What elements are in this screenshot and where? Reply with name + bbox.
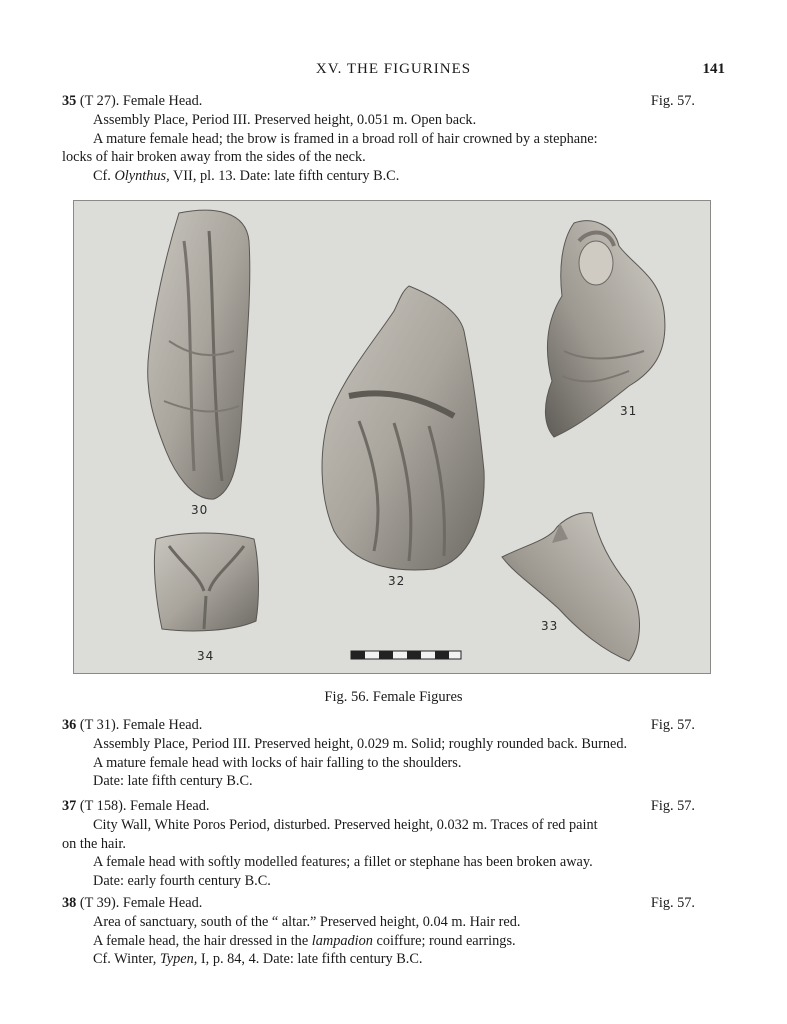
inventory-number: (T 31).	[79, 717, 120, 733]
photo-plate	[73, 200, 711, 674]
figurine-31	[545, 221, 665, 437]
figurine-32	[322, 286, 484, 570]
entry-number: 38	[62, 895, 77, 911]
citation-prefix: Cf. Winter,	[93, 951, 160, 967]
entry-date	[62, 872, 726, 891]
inventory-number: (T 27).	[79, 93, 120, 109]
figure-reference: Fig. 57.	[650, 717, 695, 733]
entry-number: 35	[62, 93, 77, 109]
figurine-photograph	[74, 201, 710, 673]
entry-line: A mature female head with locks of hair falling to the shoulders.	[93, 754, 462, 771]
citation-title: Olynthus,	[114, 167, 170, 184]
entry-heading	[62, 894, 726, 913]
entry-title: Female Head.	[130, 798, 210, 814]
entry-number: 36	[62, 717, 77, 733]
citation-prefix: Cf.	[93, 167, 115, 184]
entry-heading	[62, 716, 726, 735]
catalog-entry-38	[62, 894, 726, 969]
inventory-number: (T 39).	[79, 895, 120, 911]
figure-label-31: 31	[620, 404, 638, 418]
entry-line: A female head with softly modelled features; a fillet or stephane has been broken away.	[93, 854, 593, 870]
citation-rest: VII, pl. 13. Date: late fifth century	[169, 167, 374, 184]
figure-reference: Fig. 57.	[650, 895, 695, 911]
entry-line: on the hair.	[62, 835, 126, 852]
entry-title: Female Head.	[122, 717, 203, 733]
line-rest: coiffure; round earrings.	[372, 932, 516, 949]
entry-date	[62, 772, 726, 791]
figure-reference: Fig. 57.	[650, 798, 695, 814]
line-prefix: A female head, the hair dressed in the	[93, 932, 312, 949]
scale-bar	[351, 651, 461, 659]
entry-line	[62, 932, 726, 951]
figure-label-33: 33	[541, 619, 559, 633]
entry-line: A mature female head; the brow is framed in a broad roll of hair crowned by a stephane:	[93, 130, 598, 147]
entry-number: 37	[62, 798, 77, 814]
era-label: B.C.	[226, 773, 253, 789]
entry-citation	[62, 167, 726, 186]
coiffure-term: lampadion	[311, 932, 373, 949]
catalog-entry-36	[62, 716, 726, 791]
entry-line: City Wall, White Poros Period, disturbed. Preserved height, 0.032 m. Traces of red paint	[93, 817, 598, 833]
entry-heading	[62, 797, 726, 816]
figure-label-32: 32	[388, 574, 406, 588]
catalog-entry-35	[62, 92, 726, 185]
figurine-30	[148, 210, 250, 499]
date-text: Date: late fifth century	[93, 773, 227, 789]
catalog-entry-37	[62, 797, 726, 890]
date-text: Date: early fourth century	[93, 872, 245, 889]
entry-line: Area of sanctuary, south of the “ altar.” Preserved height, 0.04 m. Hair red.	[93, 914, 521, 930]
figure-reference: Fig. 57.	[650, 93, 695, 109]
entry-line: locks of hair broken away from the sides of the neck.	[62, 149, 366, 165]
page-number: 141	[702, 61, 725, 77]
figure-label-30: 30	[191, 503, 209, 517]
entry-line: Assembly Place, Period III. Preserved height, 0.029 m. Solid; roughly rounded back. Burned.	[93, 736, 628, 752]
entry-heading	[62, 92, 726, 111]
figurine-34	[154, 533, 258, 631]
figure-caption: Fig. 56. Female Figures	[324, 689, 463, 705]
chapter-title: XV. THE FIGURINES	[315, 61, 472, 77]
citation-rest: I, p. 84, 4. Date: late fifth century	[197, 951, 397, 967]
era-label: B.C.	[244, 872, 271, 889]
citation-title: Typen,	[159, 951, 198, 967]
inventory-number: (T 158).	[79, 798, 127, 814]
entry-line: Assembly Place, Period III. Preserved height, 0.051 m. Open back.	[93, 112, 477, 128]
entry-title: Female Head.	[122, 895, 203, 911]
era-label: B.C.	[373, 167, 400, 184]
running-head	[0, 61, 787, 81]
entry-citation	[62, 950, 726, 969]
figurine-33	[502, 513, 640, 661]
era-label: B.C.	[396, 951, 423, 967]
entry-title: Female Head.	[122, 93, 203, 109]
figure-label-34: 34	[197, 649, 215, 663]
